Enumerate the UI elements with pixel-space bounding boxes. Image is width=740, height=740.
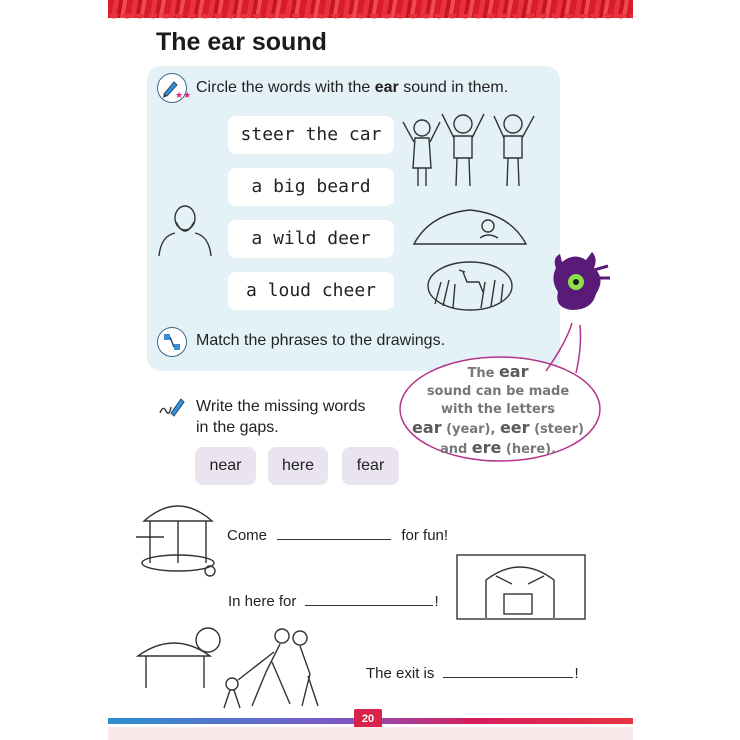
phrase-card[interactable]: a big beard (228, 168, 394, 206)
family-walking-drawing (134, 622, 334, 710)
sentence-1: Come for fun! (227, 527, 449, 544)
word-chip[interactable]: here (268, 447, 328, 485)
task1-instruction: Circle the words with the ear sound in them. (196, 79, 509, 96)
carousel-drawing (134, 497, 224, 579)
tip-text: The ear sound can be made with the letters ear (year), eer (steer) and ere (here). (412, 362, 584, 457)
word-chip[interactable]: near (195, 447, 256, 485)
task3-instruction: Write the missing words in the gaps. (196, 398, 366, 436)
car-drawing (410, 204, 530, 250)
word-chip[interactable]: fear (342, 447, 399, 485)
svg-text:★★: ★★ (175, 91, 192, 101)
phrase-card[interactable]: a loud cheer (228, 272, 394, 310)
sentence-3: The exit is ! (366, 665, 579, 682)
ghost-train-tunnel-drawing (456, 554, 586, 620)
answer-blank[interactable] (305, 605, 433, 606)
match-lines-icon (157, 327, 187, 357)
footer-strip (108, 727, 633, 740)
task2-instruction: Match the phrases to the drawings. (196, 332, 446, 349)
purple-monster-icon (548, 248, 614, 320)
answer-blank[interactable] (443, 677, 573, 678)
pencil-star-icon (157, 73, 192, 103)
bearded-man-drawing (155, 200, 213, 258)
page-number: 20 (354, 709, 382, 729)
deer-in-grass-drawing (425, 260, 515, 312)
phrase-card[interactable]: a wild deer (228, 220, 394, 258)
answer-blank[interactable] (277, 539, 391, 540)
sentence-2: In here for ! (228, 593, 439, 610)
phrase-card[interactable]: steer the car (228, 116, 394, 154)
page-title: The ear sound (156, 28, 327, 56)
header-torn-edge (108, 14, 633, 22)
handwriting-pencil-icon (157, 391, 187, 421)
cheering-children-drawing (400, 108, 540, 190)
